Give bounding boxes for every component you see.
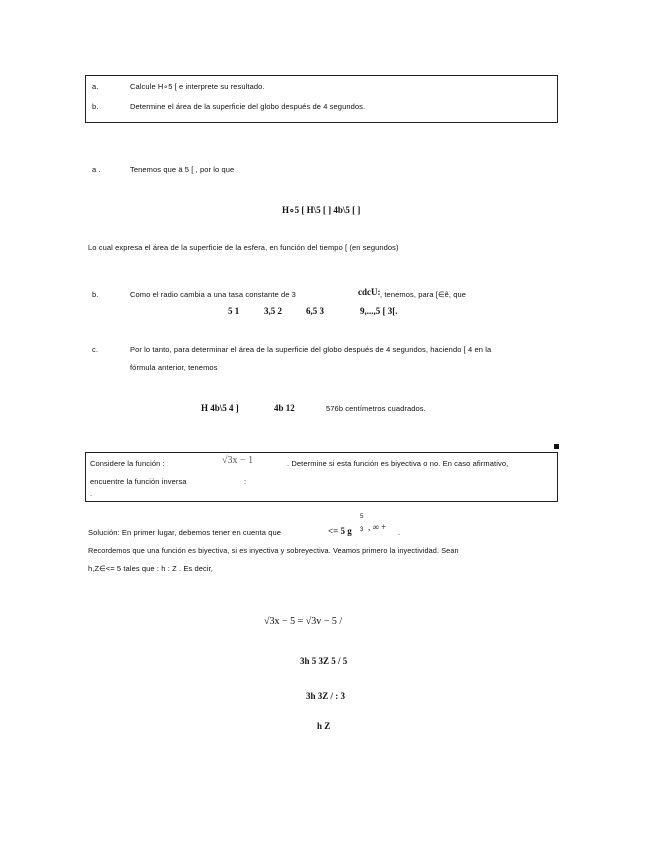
equation-4: h Z [317, 721, 331, 731]
sol-b-units: cdcU: [358, 287, 381, 297]
box2-sqrt: √3x − 1 [222, 455, 254, 466]
equation-2: 3h 5 3Z 5 / 5 [300, 656, 348, 666]
solution-line1-prefix: Solución: En primer lugar, debemos tener en cuenta que [88, 528, 282, 537]
sol-b-marker: b. [92, 290, 99, 299]
sol-c-formula-3: 576b centímetros cuadrados. [326, 404, 426, 413]
item-a-text: Calcule H∘5 [ e interprete su resultado. [130, 82, 265, 91]
solution-line1-tail: , ∞ + [368, 522, 387, 532]
sol-c-marker: c. [92, 345, 99, 354]
sol-c-formula-1: H 4b\5 4 ] [201, 403, 239, 413]
sol-c-text-2: fórmula anterior, tenemos [130, 363, 218, 372]
sol-c-text-1: Por lo tanto, para determinar el área de la superficie del globo después de 4 segundos, haciendo [ 4 en la [130, 345, 492, 354]
item-a-marker: a. [92, 82, 99, 91]
item-b-marker: b. [92, 102, 99, 111]
item-b-text: Determine el área de la superficie del globo después de 4 segundos. [130, 102, 366, 111]
sol-a-note: Lo cual expresa el área de la superficie de la esfera, en función del tiempo [ (en segundos) [88, 243, 399, 252]
sol-a-marker: a . [92, 165, 101, 174]
solution-line2: Recordemos que una función es biyectiva, si es inyectiva y sobreyectiva. Veamos primero la inyectividad. Sean [88, 546, 459, 555]
solution-line1-end: . [398, 528, 401, 537]
equation-1: √3x − 5 = √3v − 5 / [264, 616, 343, 627]
equation-3: 3h 3Z / : 3 [306, 691, 346, 701]
sol-b-seq-2: 3,5 2 [264, 306, 282, 316]
box2-line2: encuentre la función inversa [90, 477, 187, 486]
sol-b-seq-1: 5 1 [228, 306, 240, 316]
solution-frac-bottom: 3 [360, 527, 364, 533]
sol-b-seq-3: 6,5 3 [306, 306, 324, 316]
end-bullet [554, 444, 559, 449]
sol-a-text: Tenemos que ä 5 [ , por lo que [130, 165, 235, 174]
sol-c-formula-2: 4b 12 [274, 403, 295, 413]
box2-suffix: . Determine si esta función es biyectiva o no. En caso afirmativo, [287, 459, 509, 468]
box2-line3: . [90, 489, 93, 498]
sol-b-text-2: , tenemos, para [∈ê, que [380, 290, 467, 299]
sol-b-text-1: Como el radio cambia a una tasa constante de 3 [130, 290, 296, 299]
solution-line1-math: <= 5 g [328, 526, 352, 536]
sol-b-seq-4: 9,...,5 [ 3[. [360, 306, 398, 316]
box2-prefix: Considere la función : [90, 459, 165, 468]
box2-line2-symbol: : [244, 477, 247, 486]
solution-frac-top: 5 [360, 514, 364, 520]
sol-a-formula: H∘5 [ H\5 [ ] 4b\5 [ ] [282, 205, 361, 215]
solution-line3: h,Z∈<= 5 tales que : h : Z . Es decir, [88, 564, 213, 573]
